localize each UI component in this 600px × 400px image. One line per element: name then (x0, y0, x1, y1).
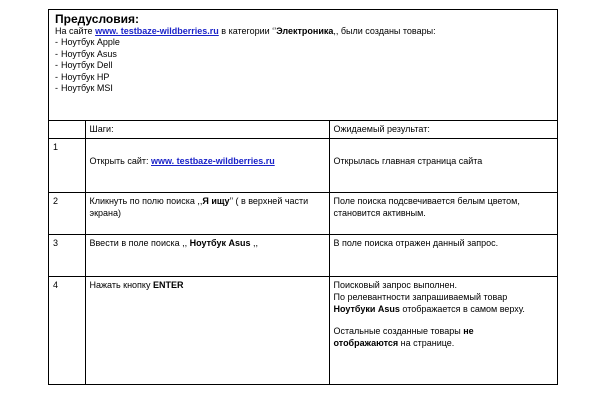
intro-text-before: На сайте (55, 26, 96, 36)
list-item: - Ноутбук Dell (55, 60, 551, 72)
step-site-link[interactable]: www. testbaze-wildberries.ru (151, 155, 275, 166)
expected-bold-text: не (463, 325, 474, 336)
intro-text-after: ,, были созданы товары: (333, 26, 436, 36)
expected-line (334, 325, 554, 337)
step-expected (329, 276, 557, 384)
step-bold-text: Ноутбук Asus (189, 237, 251, 248)
preconditions-section (49, 10, 557, 121)
step-number: 1 (49, 138, 85, 192)
header-steps: Шаги: (85, 121, 329, 138)
step-bold-text: Я ищу (202, 195, 230, 206)
table-row (49, 192, 557, 234)
step-text: Нажать кнопку (89, 279, 153, 290)
step-number: 3 (49, 234, 85, 276)
step-number: 4 (49, 276, 85, 384)
table-header-row (49, 121, 557, 138)
test-case-document (48, 9, 558, 385)
expected-line (334, 337, 554, 349)
intro-text-middle: в категории ‘’ (218, 26, 277, 36)
list-item: - Ноутбук Asus (55, 49, 551, 61)
spacer (334, 315, 554, 325)
table-row (49, 138, 557, 192)
list-item: - Ноутбук HP (55, 72, 551, 84)
expected-text: отображается в самом верху. (399, 303, 525, 314)
category-name: Электроника (276, 26, 334, 36)
step-text: Кликнуть по полю поиска ,, (89, 195, 203, 206)
preconditions-intro (55, 26, 551, 37)
list-item: - Ноутбук Apple (55, 37, 551, 49)
step-action (85, 276, 329, 384)
expected-bold-text: Ноутбуки Asus (333, 303, 400, 314)
table-row (49, 234, 557, 276)
header-expected: Ожидаемый результат: (329, 121, 557, 138)
step-action (85, 192, 329, 234)
expected-text: на странице. (398, 337, 455, 348)
step-text-after: ,, (250, 237, 258, 248)
step-action (85, 138, 329, 192)
expected-text: Остальные созданные товары (333, 325, 464, 336)
step-text: Открыть сайт: (89, 155, 152, 166)
preconditions-title: Предусловия: (55, 12, 139, 26)
expected-bold-text: отображаются (333, 337, 399, 348)
step-number: 2 (49, 192, 85, 234)
list-item: - Ноутбук MSI (55, 83, 551, 95)
expected-line (334, 303, 554, 315)
table-row (49, 276, 557, 384)
step-expected: В поле поиска отражен данный запрос. (329, 234, 557, 276)
header-num-cell (49, 121, 85, 138)
step-text: Ввести в поле поиска ,, (89, 237, 190, 248)
step-action (85, 234, 329, 276)
step-bold-text: ENTER (152, 279, 184, 290)
steps-table (49, 121, 557, 384)
step-text-after: ’’ ( в верхней части экрана) (89, 195, 309, 218)
product-list (55, 37, 551, 95)
expected-line: Поисковый запрос выполнен. (333, 279, 457, 290)
expected-line: По релевантности запрашиваемый товар (333, 291, 508, 302)
step-expected: Открылась главная страница сайта (329, 138, 557, 192)
step-expected: Поле поиска подсвечивается белым цветом, становится активным. (329, 192, 557, 234)
site-link[interactable]: www. testbaze-wildberries.ru (95, 26, 219, 36)
